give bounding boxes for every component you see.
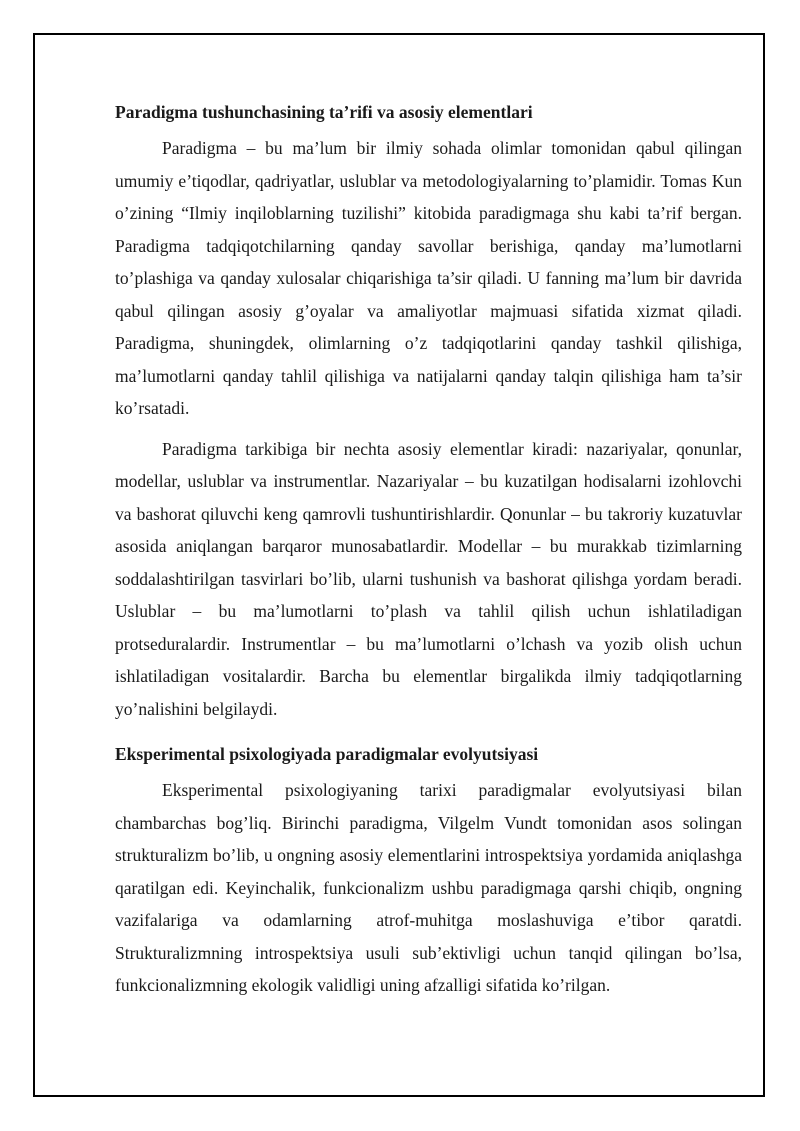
paragraph: Paradigma tarkibiga bir nechta asosiy elementlar kiradi: nazariyalar, qonunlar, modellar, uslublar va instrumentlar. Nazariyalar – bu kuzatilgan hodisalarni izohlovchi va bashorat qiluvchi keng qamrovli tushuntirishlardir. Qonunlar – bu takroriy kuzatuvlar asosida aniqlangan barqaror munosabatlardir. Modellar – bu murakkab tizimlarning soddalashtirilgan tasvirlari bo’lib, ularni tushunish va bashorat qilishga yordam beradi. Uslublar – bu ma’lumotlarni to’plash va tahlil qilish uchun ishlatiladigan protseduralardir. Instrumentlar – bu ma’lumotlarni o’lchash va yozib olish uchun ishlatiladigan vositalardir. Barcha bu elementlar birgalikda ilmiy tadqiqotlarning yo’nalishini belgilaydi.	[115, 438, 742, 719]
paragraph: Eksperimental psixologiyaning tarixi paradigmalar evolyutsiyasi bilan chambarchas bog’liq. Birinchi paradigma, Vilgelm Vundt tomonidan asos solingan strukturalizm bo’lib, u ongning asosiy elementlarini introspektsiya yordamida aniqlashga qaratilgan edi. Keyinchalik, funkcionalizm ushbu paradigmaga qarshi chiqib, ongning vazifalariga va odamlarning atrof-muhitga moslashuviga e’tibor qaratdi. Strukturalizmning introspektsiya usuli sub’ektivligi uchun tanqid qilingan bo’lsa, funkcionalizmning ekologik validligi uning afzalligi sifatida ko’rilgan.	[115, 780, 742, 995]
paragraph: Paradigma – bu ma’lum bir ilmiy sohada olimlar tomonidan qabul qilingan umumiy e’tiqodlar, qadriyatlar, uslublar va metodologiyalarning to’plamidir. Tomas Kun o’zining “Ilmiy inqiloblarning tuzilishi” kitobida paradigmaga shu kabi ta’rif bergan. Paradigma tadqiqotchilarning qanday savollar berishiga, qanday ma’lumotlarni to’plashiga va qanday xulosalar chiqarishiga ta’sir qiladi. U fanning ma’lum bir davrida qabul qilingan asosiy g’oyalar va amaliyotlar majmuasi sifatida xizmat qiladi. Paradigma, shuningdek, olimlarning o’z tadqiqotlarini qanday tashkil qilishiga, ma’lumotlarni qanday tahlil qilishiga va natijalarni qanday talqin qilishiga ham ta’sir ko’rsatadi.	[115, 138, 742, 418]
document-body	[115, 96, 742, 1010]
section-heading: Paradigma tushunchasining ta’rifi va asosiy elementlari	[115, 102, 533, 122]
section-heading: Eksperimental psixologiyada paradigmalar evolyutsiyasi	[115, 744, 539, 764]
